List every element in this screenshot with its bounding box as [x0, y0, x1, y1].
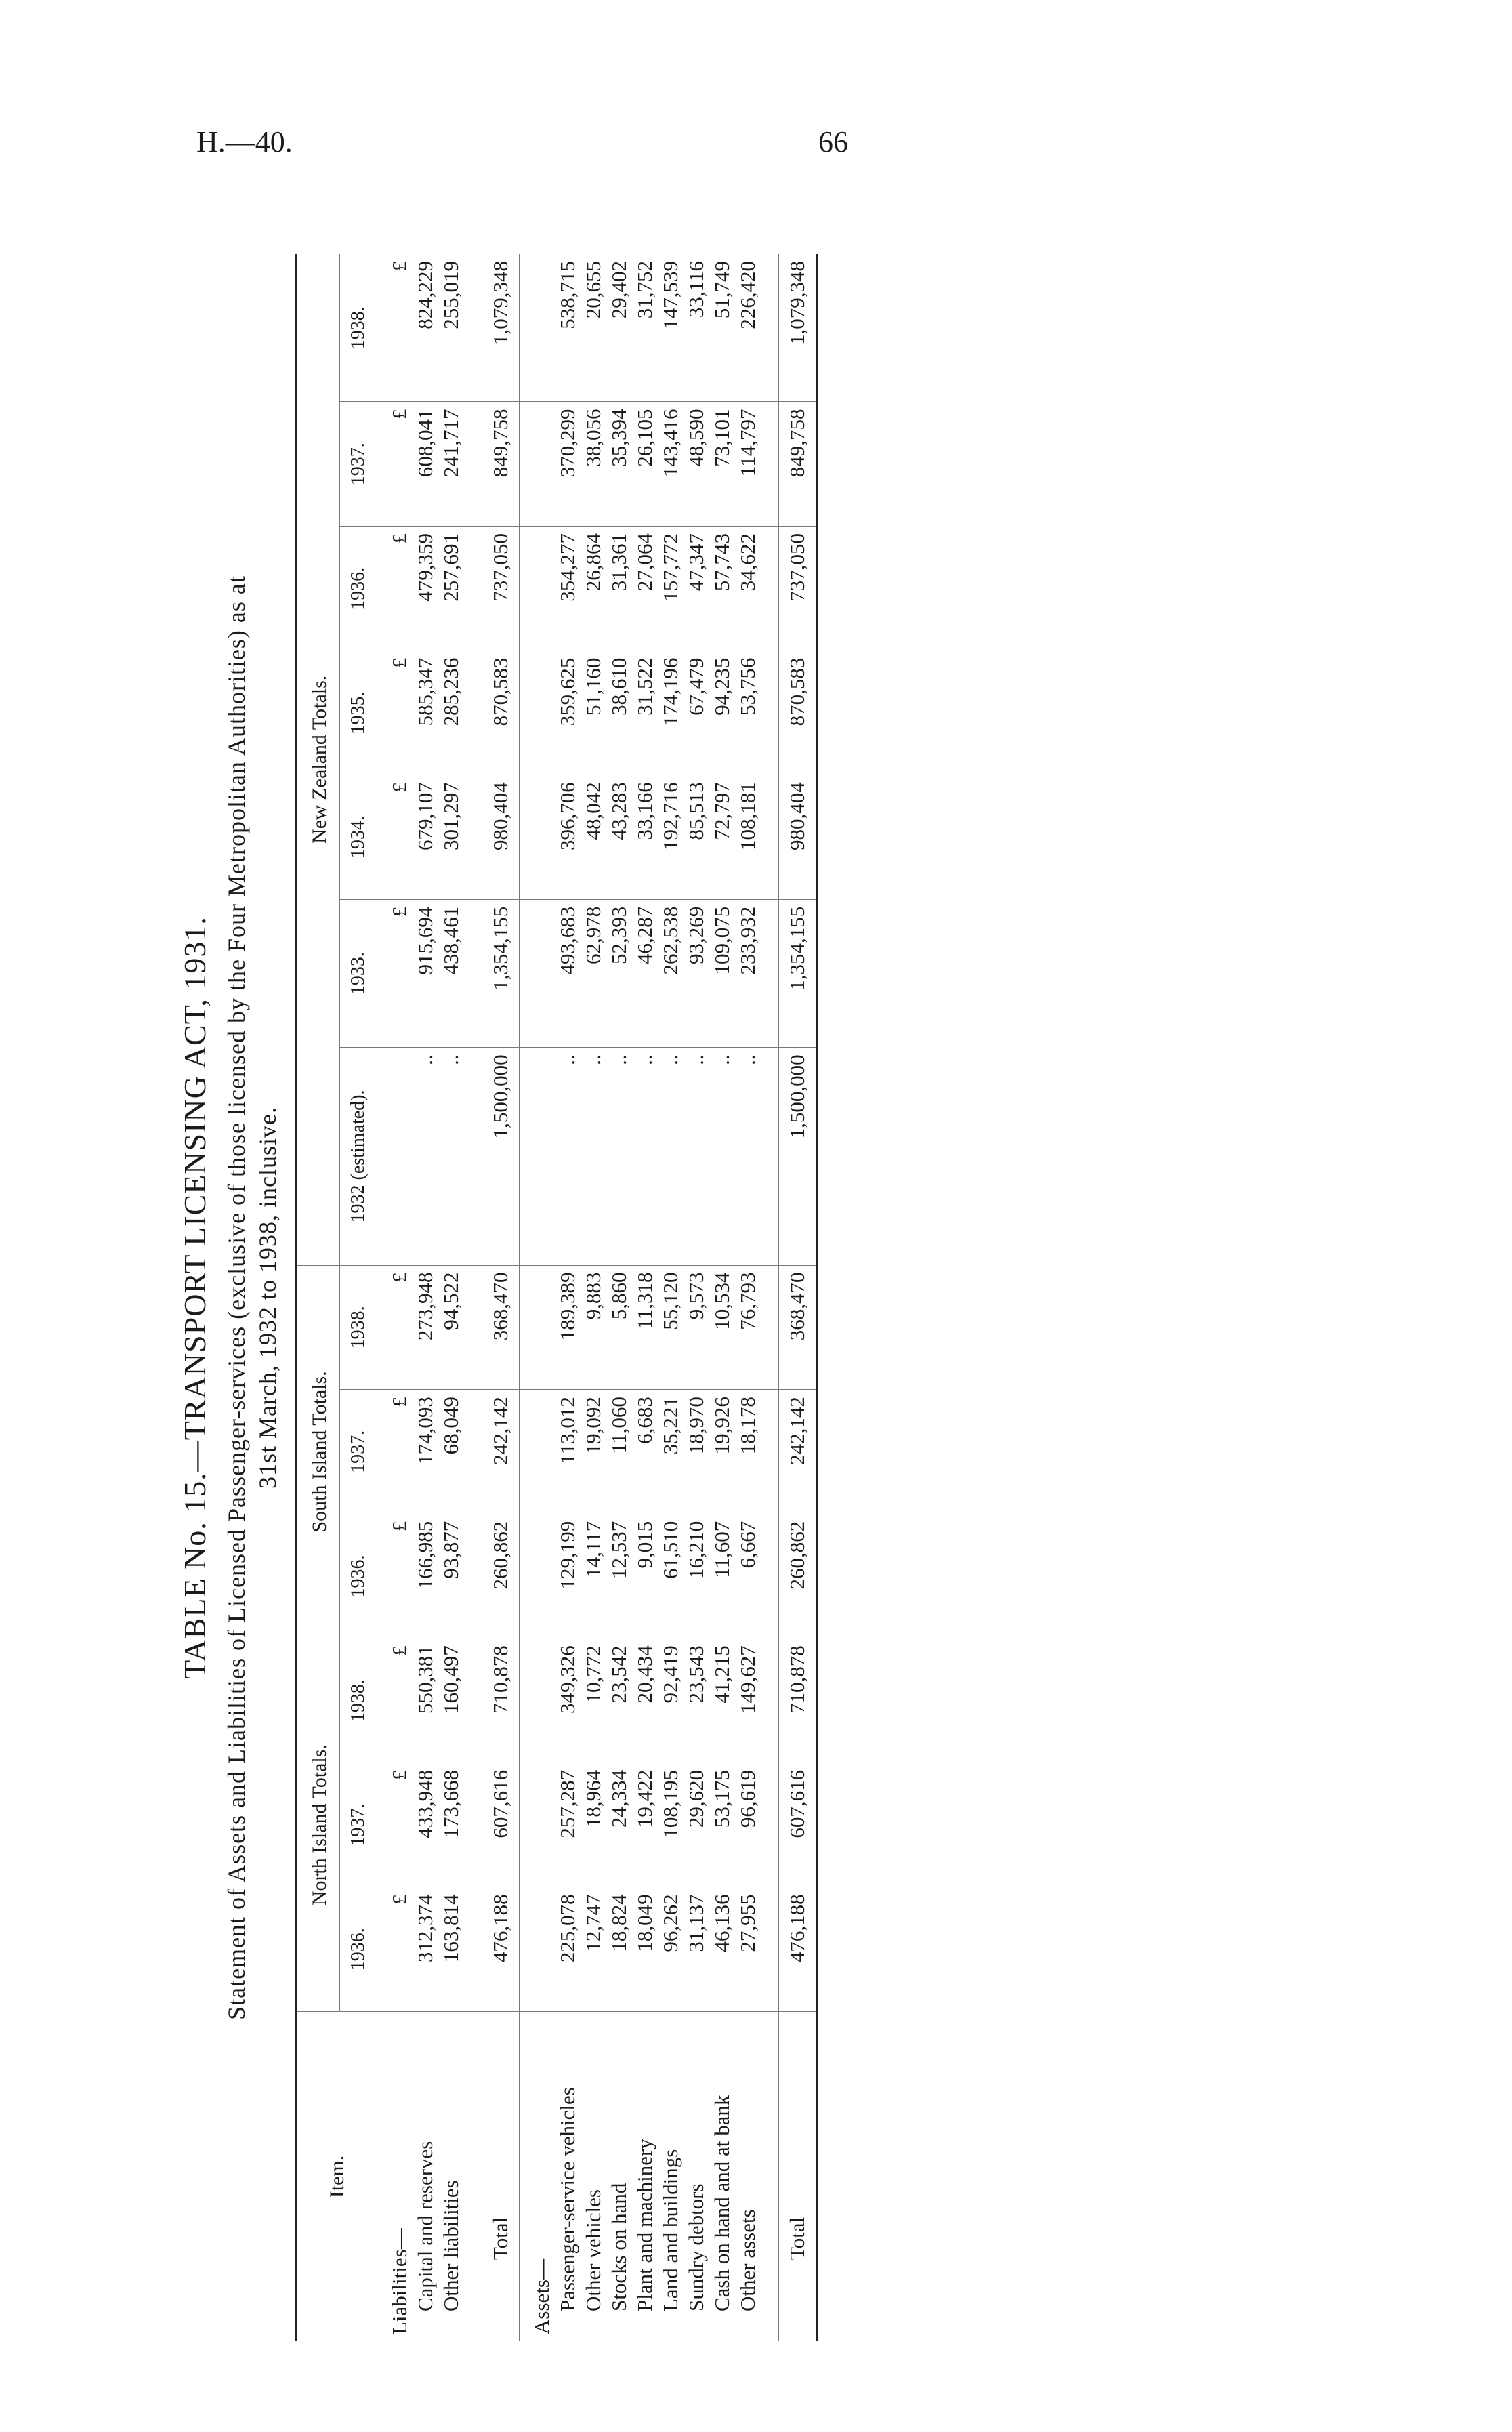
pound-sign: £ [377, 402, 413, 527]
value-cell: 27,064 [632, 527, 658, 651]
value-cell: 33,116 [684, 254, 709, 402]
year-header: 1938. [340, 254, 377, 402]
value-cell: 109,075 [709, 899, 735, 1048]
spacer [464, 1390, 482, 1514]
value-cell: 11,318 [632, 1265, 658, 1390]
table-row [606, 254, 632, 2341]
value-cell: 94,522 [438, 1265, 464, 1390]
value-cell: 1,500,000 [482, 1048, 520, 1265]
value-cell: 607,616 [482, 1763, 520, 1887]
spacer [761, 899, 779, 1048]
value-cell: 710,878 [779, 1638, 817, 1763]
value-cell: 607,616 [779, 1763, 817, 1887]
spacer [520, 899, 555, 1048]
row-label: Passenger-service vehicles [555, 2087, 579, 2311]
value-cell: 242,142 [779, 1390, 817, 1514]
spacer [464, 2012, 482, 2342]
value-cell: 18,964 [581, 1763, 606, 1887]
spacer [761, 2012, 779, 2342]
spacer [520, 1390, 555, 1514]
value-cell: 301,297 [438, 775, 464, 900]
value-cell: 147,539 [658, 254, 684, 402]
value-cell: 354,277 [555, 527, 581, 651]
value-cell: 18,824 [606, 1887, 632, 2012]
value-cell: 19,092 [581, 1390, 606, 1514]
spacer [464, 1887, 482, 2012]
value-cell: 85,513 [684, 775, 709, 900]
spacer [464, 651, 482, 775]
value-cell: .. [413, 1048, 438, 1265]
value-cell: 679,107 [413, 775, 438, 900]
section-label: Liabilities— [387, 2228, 411, 2334]
value-cell: 260,862 [482, 1514, 520, 1638]
value-cell: .. [632, 1048, 658, 1265]
page-number: 66 [818, 125, 848, 159]
value-cell: 46,136 [709, 1887, 735, 2012]
value-cell: 51,749 [709, 254, 735, 402]
pound-sign: £ [377, 1638, 413, 1763]
row-label: Cash on hand and at bank [710, 2095, 734, 2311]
total-row [779, 254, 817, 2341]
pound-sign: £ [377, 651, 413, 775]
value-cell: 257,691 [438, 527, 464, 651]
spacer [761, 651, 779, 775]
spacer-row [761, 254, 779, 2341]
page-reference: H.—40. [196, 125, 293, 159]
pound-sign: £ [377, 254, 413, 402]
group-south-island: South Island Totals. [297, 1265, 340, 1638]
value-cell: 370,299 [555, 402, 581, 527]
spacer [761, 402, 779, 527]
spacer [520, 1514, 555, 1638]
table-row [735, 254, 761, 2341]
row-label: Capital and reserves [413, 2141, 437, 2311]
spacer [520, 1048, 555, 1265]
pound-sign: £ [377, 1390, 413, 1514]
value-cell: 108,195 [658, 1763, 684, 1887]
value-cell: 225,078 [555, 1887, 581, 2012]
total-row [482, 254, 520, 2341]
value-cell: 10,772 [581, 1638, 606, 1763]
value-cell: 9,573 [684, 1265, 709, 1390]
value-cell: 51,160 [581, 651, 606, 775]
value-cell: 26,105 [632, 402, 658, 527]
spacer [464, 775, 482, 900]
spacer [464, 1514, 482, 1638]
year-header: 1938. [340, 1638, 377, 1763]
row-label: Land and buildings [658, 2149, 682, 2311]
value-cell: 870,583 [482, 651, 520, 775]
value-cell: 143,416 [658, 402, 684, 527]
assets-liabilities-table [295, 254, 818, 2341]
value-cell: 18,970 [684, 1390, 709, 1514]
value-cell: 38,610 [606, 651, 632, 775]
value-cell: 550,381 [413, 1638, 438, 1763]
value-cell: 43,283 [606, 775, 632, 900]
row-label: Sundry debtors [684, 2183, 708, 2311]
value-cell: 710,878 [482, 1638, 520, 1763]
spacer [464, 1265, 482, 1390]
year-header: 1936. [340, 1887, 377, 2012]
value-cell: 6,667 [735, 1514, 761, 1638]
spacer [464, 1763, 482, 1887]
value-cell: 52,393 [606, 899, 632, 1048]
spacer [761, 1514, 779, 1638]
value-cell: 6,683 [632, 1390, 658, 1514]
spacer [761, 1390, 779, 1514]
row-label: Total [482, 2012, 520, 2342]
value-cell: 433,948 [413, 1763, 438, 1887]
spacer [761, 1265, 779, 1390]
value-cell: 12,747 [581, 1887, 606, 2012]
year-header: 1934. [340, 775, 377, 900]
group-new-zealand: New Zealand Totals. [297, 254, 340, 1265]
table-title: TABLE No. 15.—TRANSPORT LICENSING ACT, 1931. [177, 916, 212, 1679]
section-row [520, 254, 555, 2341]
pound-sign [377, 1048, 413, 1265]
table-subtitle [221, 180, 283, 2416]
value-cell: 24,334 [606, 1763, 632, 1887]
spacer [464, 1048, 482, 1265]
value-cell: 585,347 [413, 651, 438, 775]
value-cell: 257,287 [555, 1763, 581, 1887]
value-cell: 47,347 [684, 527, 709, 651]
item-header: Item. [297, 2012, 377, 2342]
row-label: Plant and machinery [633, 2139, 656, 2311]
rotated-table-page [140, 180, 1372, 2416]
spacer [761, 1763, 779, 1887]
year-header: 1936. [340, 527, 377, 651]
value-cell: 262,538 [658, 899, 684, 1048]
table-row [632, 254, 658, 2341]
value-cell: 31,137 [684, 1887, 709, 2012]
value-cell: 5,860 [606, 1265, 632, 1390]
value-cell: 9,015 [632, 1514, 658, 1638]
value-cell: 255,019 [438, 254, 464, 402]
value-cell: 737,050 [779, 527, 817, 651]
year-header: 1932 (estimated). [340, 1048, 377, 1265]
value-cell: 33,166 [632, 775, 658, 900]
value-cell: 11,607 [709, 1514, 735, 1638]
value-cell: 34,622 [735, 527, 761, 651]
value-cell: 96,619 [735, 1763, 761, 1887]
value-cell: 396,706 [555, 775, 581, 900]
value-cell: 226,420 [735, 254, 761, 402]
value-cell: 72,797 [709, 775, 735, 900]
value-cell: .. [684, 1048, 709, 1265]
pound-sign: £ [377, 1887, 413, 2012]
spacer [761, 1048, 779, 1265]
value-cell: 12,537 [606, 1514, 632, 1638]
value-cell: 27,955 [735, 1887, 761, 2012]
year-header: 1936. [340, 1514, 377, 1638]
value-cell: 476,188 [482, 1887, 520, 2012]
value-cell: 113,012 [555, 1390, 581, 1514]
value-cell: 62,978 [581, 899, 606, 1048]
value-cell: 737,050 [482, 527, 520, 651]
year-header: 1937. [340, 402, 377, 527]
value-cell: 1,354,155 [482, 899, 520, 1048]
row-label: Stocks on hand [607, 2183, 631, 2311]
value-cell: 93,269 [684, 899, 709, 1048]
value-cell: 174,196 [658, 651, 684, 775]
spacer [464, 402, 482, 527]
spacer-row [464, 254, 482, 2341]
pound-sign: £ [377, 1265, 413, 1390]
value-cell: 29,402 [606, 254, 632, 402]
spacer [520, 651, 555, 775]
spacer [761, 1638, 779, 1763]
table-row [438, 254, 464, 2341]
value-cell: 312,374 [413, 1887, 438, 2012]
spacer [520, 775, 555, 900]
table-row [555, 254, 581, 2341]
value-cell: 11,060 [606, 1390, 632, 1514]
spacer [520, 1887, 555, 2012]
year-header: 1935. [340, 651, 377, 775]
value-cell: 438,461 [438, 899, 464, 1048]
spacer [520, 1763, 555, 1887]
year-header: 1937. [340, 1763, 377, 1887]
value-cell: 285,236 [438, 651, 464, 775]
subtitle-line-2: 31st March, 1932 to 1938, inclusive. [254, 1107, 281, 1489]
table-body [377, 254, 817, 2341]
value-cell: 129,199 [555, 1514, 581, 1638]
value-cell: 233,932 [735, 899, 761, 1048]
value-cell: 9,883 [581, 1265, 606, 1390]
value-cell: 16,210 [684, 1514, 709, 1638]
value-cell: 538,715 [555, 254, 581, 402]
table-row [684, 254, 709, 2341]
value-cell: 849,758 [779, 402, 817, 527]
value-cell: 96,262 [658, 1887, 684, 2012]
spacer [761, 775, 779, 900]
spacer [464, 254, 482, 402]
row-label: Other vehicles [581, 2189, 605, 2311]
value-cell: 915,694 [413, 899, 438, 1048]
value-cell: 849,758 [482, 402, 520, 527]
value-cell: 23,543 [684, 1638, 709, 1763]
value-cell: 10,534 [709, 1265, 735, 1390]
pound-sign: £ [377, 899, 413, 1048]
value-cell: 73,101 [709, 402, 735, 527]
value-cell: 26,864 [581, 527, 606, 651]
value-cell: 41,215 [709, 1638, 735, 1763]
spacer [761, 527, 779, 651]
value-cell: 53,756 [735, 651, 761, 775]
year-header: 1937. [340, 1390, 377, 1514]
value-cell: .. [735, 1048, 761, 1265]
pound-sign: £ [377, 775, 413, 900]
table-row [658, 254, 684, 2341]
value-cell: 160,497 [438, 1638, 464, 1763]
value-cell: 20,655 [581, 254, 606, 402]
value-cell: 273,948 [413, 1265, 438, 1390]
value-cell: 38,056 [581, 402, 606, 527]
value-cell: 93,877 [438, 1514, 464, 1638]
row-label: Total [779, 2012, 817, 2342]
value-cell: 76,793 [735, 1265, 761, 1390]
table-row [581, 254, 606, 2341]
value-cell: 149,627 [735, 1638, 761, 1763]
pound-sign: £ [377, 1514, 413, 1638]
value-cell: 31,522 [632, 651, 658, 775]
table-row [413, 254, 438, 2341]
value-cell: 1,500,000 [779, 1048, 817, 1265]
spacer [520, 1265, 555, 1390]
section-label: Assets— [530, 2259, 553, 2334]
value-cell: .. [606, 1048, 632, 1265]
value-cell: .. [555, 1048, 581, 1265]
year-header: 1938. [340, 1265, 377, 1390]
spacer [520, 527, 555, 651]
value-cell: 31,752 [632, 254, 658, 402]
value-cell: 189,389 [555, 1265, 581, 1390]
value-cell: 67,479 [684, 651, 709, 775]
value-cell: 31,361 [606, 527, 632, 651]
value-cell: 824,229 [413, 254, 438, 402]
value-cell: 61,510 [658, 1514, 684, 1638]
value-cell: 23,542 [606, 1638, 632, 1763]
value-cell: 57,743 [709, 527, 735, 651]
subtitle-line-1: Statement of Assets and Liabilities of Licensed Passenger-services (exclusive of those licensed by the Four Metropolitan Authorities) as at [223, 575, 250, 2020]
value-cell: 1,354,155 [779, 899, 817, 1048]
value-cell: 114,797 [735, 402, 761, 527]
pound-sign: £ [377, 527, 413, 651]
value-cell: 55,120 [658, 1265, 684, 1390]
year-header: 1933. [340, 899, 377, 1048]
value-cell: 20,434 [632, 1638, 658, 1763]
value-cell: 241,717 [438, 402, 464, 527]
value-cell: 68,049 [438, 1390, 464, 1514]
value-cell: 35,221 [658, 1390, 684, 1514]
value-cell: .. [709, 1048, 735, 1265]
spacer [464, 899, 482, 1048]
section-row [377, 254, 413, 2341]
spacer [464, 527, 482, 651]
spacer [464, 1638, 482, 1763]
pound-sign: £ [377, 1763, 413, 1887]
value-cell: 46,287 [632, 899, 658, 1048]
value-cell: 163,814 [438, 1887, 464, 2012]
value-cell: 19,422 [632, 1763, 658, 1887]
value-cell: 48,042 [581, 775, 606, 900]
value-cell: .. [581, 1048, 606, 1265]
value-cell: 53,175 [709, 1763, 735, 1887]
value-cell: 108,181 [735, 775, 761, 900]
value-cell: 48,590 [684, 402, 709, 527]
value-cell: 260,862 [779, 1514, 817, 1638]
value-cell: 368,470 [779, 1265, 817, 1390]
row-label: Other liabilities [439, 2180, 463, 2311]
value-cell: 870,583 [779, 651, 817, 775]
value-cell: 242,142 [482, 1390, 520, 1514]
value-cell: .. [438, 1048, 464, 1265]
value-cell: 94,235 [709, 651, 735, 775]
value-cell: 166,985 [413, 1514, 438, 1638]
table-row [709, 254, 735, 2341]
value-cell: 157,772 [658, 527, 684, 651]
spacer [520, 254, 555, 402]
value-cell: 19,926 [709, 1390, 735, 1514]
value-cell: 14,117 [581, 1514, 606, 1638]
value-cell: 980,404 [482, 775, 520, 900]
spacer [761, 1887, 779, 2012]
value-cell: 18,178 [735, 1390, 761, 1514]
group-north-island: North Island Totals. [297, 1638, 340, 2012]
value-cell: 92,419 [658, 1638, 684, 1763]
value-cell: 192,716 [658, 775, 684, 900]
value-cell: .. [658, 1048, 684, 1265]
value-cell: 476,188 [779, 1887, 817, 2012]
value-cell: 18,049 [632, 1887, 658, 2012]
value-cell: 368,470 [482, 1265, 520, 1390]
value-cell: 173,668 [438, 1763, 464, 1887]
spacer [761, 254, 779, 402]
spacer [520, 402, 555, 527]
value-cell: 174,093 [413, 1390, 438, 1514]
row-label: Other assets [736, 2209, 759, 2311]
value-cell: 359,625 [555, 651, 581, 775]
value-cell: 608,041 [413, 402, 438, 527]
value-cell: 349,326 [555, 1638, 581, 1763]
value-cell: 479,359 [413, 527, 438, 651]
value-cell: 493,683 [555, 899, 581, 1048]
value-cell: 29,620 [684, 1763, 709, 1887]
value-cell: 1,079,348 [779, 254, 817, 402]
value-cell: 35,394 [606, 402, 632, 527]
value-cell: 1,079,348 [482, 254, 520, 402]
value-cell: 980,404 [779, 775, 817, 900]
spacer [520, 1638, 555, 1763]
